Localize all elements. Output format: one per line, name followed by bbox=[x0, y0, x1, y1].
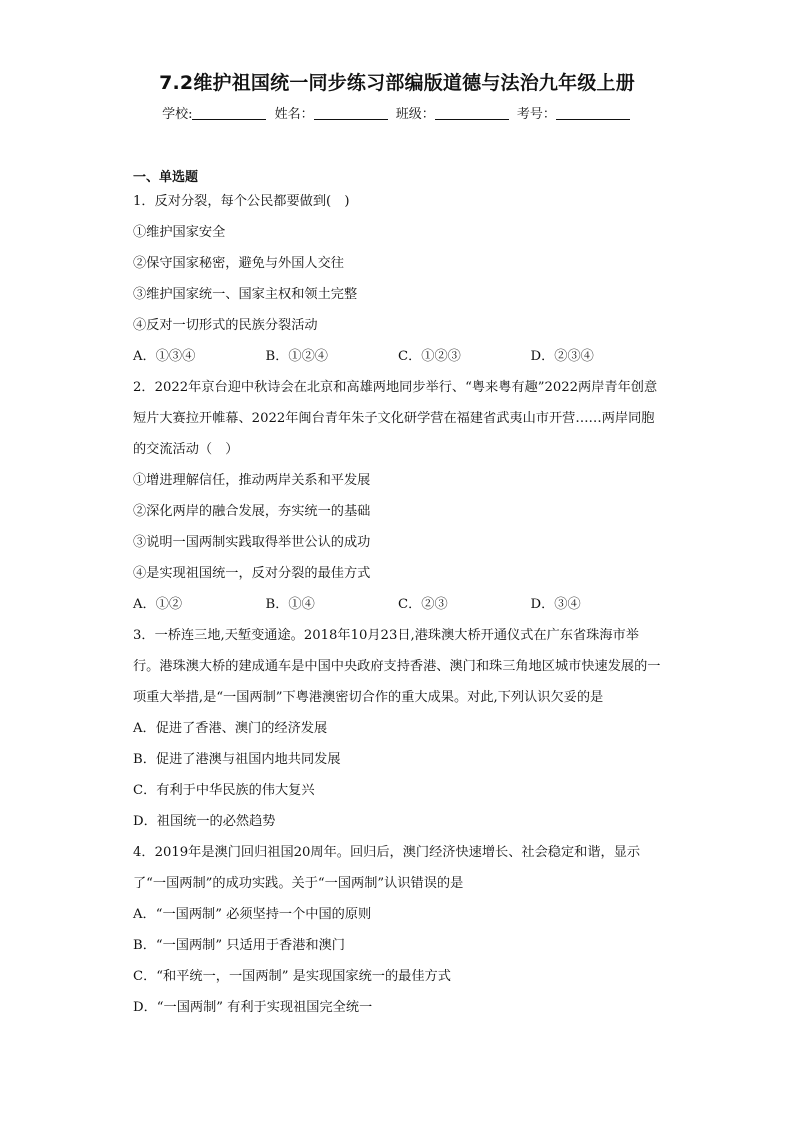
option-a[interactable]: A．①② bbox=[133, 597, 183, 612]
option-d[interactable]: D．祖国统一的必然趋势 bbox=[133, 814, 276, 829]
question-1-item: ③维护国家统一、国家主权和领土完整 bbox=[133, 287, 358, 302]
school-label: 学校: bbox=[162, 107, 193, 122]
question-1-item: ①维护国家安全 bbox=[133, 225, 226, 240]
question-3-stem: 3．一桥连三地,天堑变通途。2018年10月23日,港珠澳大桥开通仪式在广东省珠海市举行。港珠澳大桥的建成通车是中国中央政府支持香港、澳门和珠三角地区城市快速发展的一项重大举措,是“一国两制”下粤港澳密切合作的重大成果。对此,下列认识欠妥的是 bbox=[133, 628, 661, 705]
class-label: 班级： bbox=[395, 107, 435, 122]
option-b[interactable]: B．“一国两制” 只适用于香港和澳门 bbox=[133, 938, 345, 953]
option-d[interactable]: D．②③④ bbox=[530, 349, 594, 364]
option-c[interactable]: C．②③ bbox=[398, 597, 448, 612]
exam-number-label: 考号： bbox=[516, 107, 556, 122]
page-title: 7.2维护祖国统一同步练习部编版道德与法治九年级上册 bbox=[159, 72, 635, 94]
option-c[interactable]: C．“和平统一，一国两制” 是实现国家统一的最佳方式 bbox=[133, 969, 451, 984]
option-c[interactable]: C．有利于中华民族的伟大复兴 bbox=[133, 783, 315, 798]
option-b[interactable]: B．促进了港澳与祖国内地共同发展 bbox=[133, 752, 341, 767]
question-2-options bbox=[133, 589, 663, 620]
question-2-item: ②深化两岸的融合发展，夯实统一的基础 bbox=[133, 504, 371, 519]
option-b[interactable]: B．①④ bbox=[265, 597, 315, 612]
question-4-stem: 4．2019年是澳门回归祖国20周年。回归后，澳门经济快速增长、社会稳定和谐，显示了“一国两制”的成功实践。关于“一国两制”认识错误的是 bbox=[133, 845, 641, 891]
option-a[interactable]: A．“一国两制” 必须坚持一个中国的原则 bbox=[133, 907, 372, 922]
option-d[interactable]: D．“一国两制” 有利于实现祖国完全统一 bbox=[133, 1000, 373, 1015]
option-c[interactable]: C．①②③ bbox=[398, 349, 461, 364]
question-2-item: ③说明一国两制实践取得举世公认的成功 bbox=[133, 535, 371, 550]
name-label: 姓名： bbox=[274, 107, 314, 122]
question-2-stem: 2．2022年京台迎中秋诗会在北京和高雄两地同步举行、“粤来粤有趣”2022两岸青年创意短片大赛拉开帷幕、2022年闽台青年朱子文化研学营在福建省武夷山市开营……两岸同胞的交流活动（ ） bbox=[133, 380, 658, 457]
questions bbox=[133, 186, 663, 1023]
option-a[interactable]: A．促进了香港、澳门的经济发展 bbox=[133, 721, 328, 736]
question-2-item: ①增进理解信任，推动两岸关系和平发展 bbox=[133, 473, 371, 488]
section-heading: 一、单选题 bbox=[133, 170, 199, 185]
question-1-item: ②保守国家秘密，避免与外国人交往 bbox=[133, 256, 344, 271]
class-blank[interactable] bbox=[435, 106, 509, 120]
question-1-stem: 1．反对分裂，每个公民都要做到( ) bbox=[133, 194, 350, 209]
question-1-options bbox=[133, 341, 663, 372]
school-blank[interactable] bbox=[192, 106, 266, 120]
question-1-item: ④反对一切形式的民族分裂活动 bbox=[133, 318, 318, 333]
question-2-item: ④是实现祖国统一，反对分裂的最佳方式 bbox=[133, 566, 371, 581]
exam-number-blank[interactable] bbox=[556, 106, 630, 120]
option-a[interactable]: A．①③④ bbox=[133, 349, 196, 364]
option-d[interactable]: D．③④ bbox=[530, 597, 581, 612]
name-blank[interactable] bbox=[314, 106, 388, 120]
option-b[interactable]: B．①②④ bbox=[265, 349, 328, 364]
student-info-line bbox=[0, 103, 794, 122]
